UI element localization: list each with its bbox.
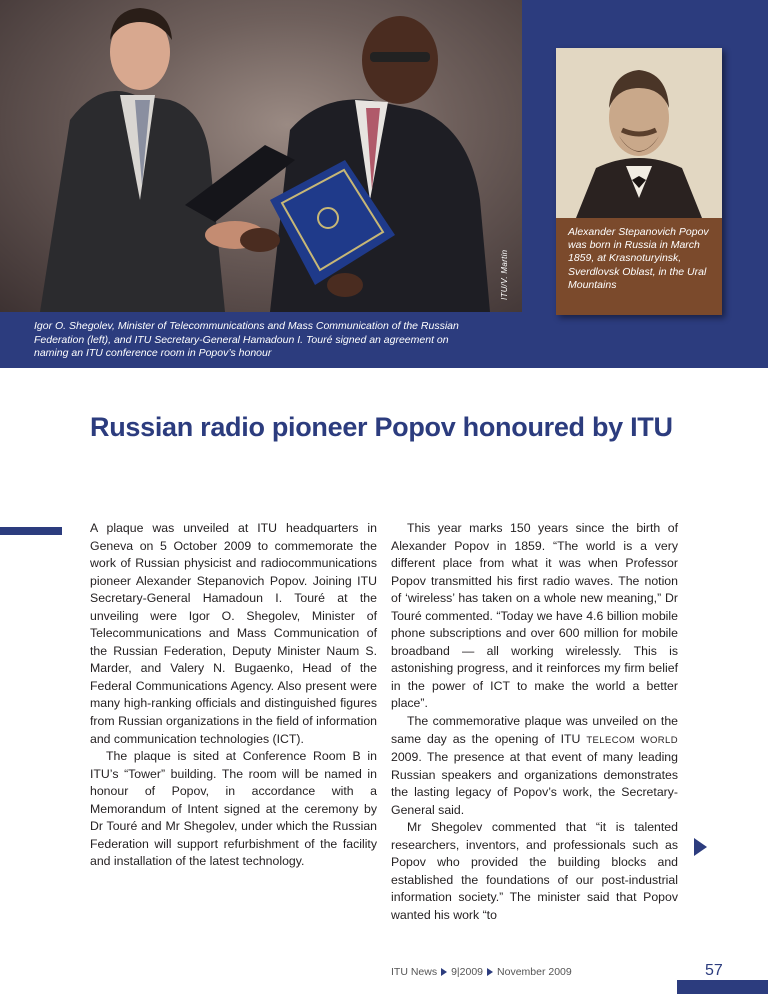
article-column-right	[391, 520, 678, 925]
paragraph: The plaque is sited at Conference Room B in ITU’s “Tower” building. The room will be named in honour of Popov, in accordance with a Memorandum of Intent signed at the ceremony by Dr Touré and Mr Shegolev, under which the Russian Federation will support refurbishment of the facility and installation of the latest technology.	[90, 749, 377, 869]
paragraph: This year marks 150 years since the birth of Alexander Popov in 1859. “The world is a very different place from what it was when Professor Popov transmitted his first radio waves. The notion of ‘wireless’ has taken on a whole new meaning,” Dr Touré commented. “Today we have 4.6 billion mobile phone subscriptions and over 600 million for mobile broadband — all working wirelessly. This is astonishing progress, and it reinforces my firm belief in the power of ICT to make the world a better place”.	[391, 521, 678, 711]
issue-number: 9|2009	[451, 966, 484, 978]
signing-photo	[0, 0, 522, 312]
photo-caption: Igor O. Shegolev, Minister of Telecommunications and Mass Communication of the Russian Federation (left), and ITU Secretary-General Hamadoun I. Touré signed an agreement on naming an ITU conference room in Popov’s honour	[34, 320, 459, 359]
signing-photo-illustration	[0, 0, 522, 312]
issue-month: November 2009	[497, 966, 572, 978]
event-name: TELECOM WORLD	[586, 734, 678, 746]
paragraph: Mr Shegolev commented that “it is talented researchers, inventors, and professionals such as Popov who provided the building blocks and established the foundations of our post-industrial information society.” The minister said that Popov wanted his work “to	[391, 820, 678, 923]
paragraph	[391, 713, 678, 819]
footer-running-head	[391, 966, 572, 978]
paragraph-text: The commemorative plaque was unveiled on the same day as the opening of ITU	[391, 714, 678, 746]
article-column-left	[90, 520, 377, 871]
separator-arrow-icon	[487, 968, 493, 976]
continue-arrow-icon[interactable]	[694, 838, 707, 856]
page-number: 57	[705, 962, 723, 979]
section-marker-bar	[0, 527, 62, 535]
separator-arrow-icon	[441, 968, 447, 976]
photo-credit: ITU/V. Martin	[500, 249, 509, 300]
portrait-card	[556, 48, 722, 315]
popov-portrait-illustration	[556, 48, 722, 218]
hero-band	[0, 0, 768, 368]
paragraph: A plaque was unveiled at ITU headquarters in Geneva on 5 October 2009 to commemorate the work of Russian physicist and radiocommunications pioneer Alexander Stepanovich Popov. Joining ITU Secretary-General Hamadoun I. Touré at the unveiling were Igor O. Shegolev, Minister of Telecommunications and Mass Communication of the Russian Federation, Deputy Minister Naum S. Marder, and Valery N. Bugaenko, Head of the Federal Communications Agency. Also present were many high-ranking officials and distinguished figures from Russian organizations in the field of information and communication technologies (ICT).	[90, 521, 377, 746]
portrait-caption: Alexander Stepanovich Popov was born in Russia in March 1859, at Krasnoturyinsk, Sverdlovsk Oblast, in the Ural Mountains	[568, 226, 709, 291]
page-number-bar	[677, 980, 768, 994]
article-title: Russian radio pioneer Popov honoured by ITU	[90, 412, 673, 442]
publication-name: ITU News	[391, 966, 438, 978]
popov-portrait	[556, 48, 722, 218]
paragraph-text: 2009. The presence at that event of many leading Russian speakers and organizations demonstrates the lasting legacy of Popov’s work, the Secretary-General said.	[391, 750, 678, 817]
